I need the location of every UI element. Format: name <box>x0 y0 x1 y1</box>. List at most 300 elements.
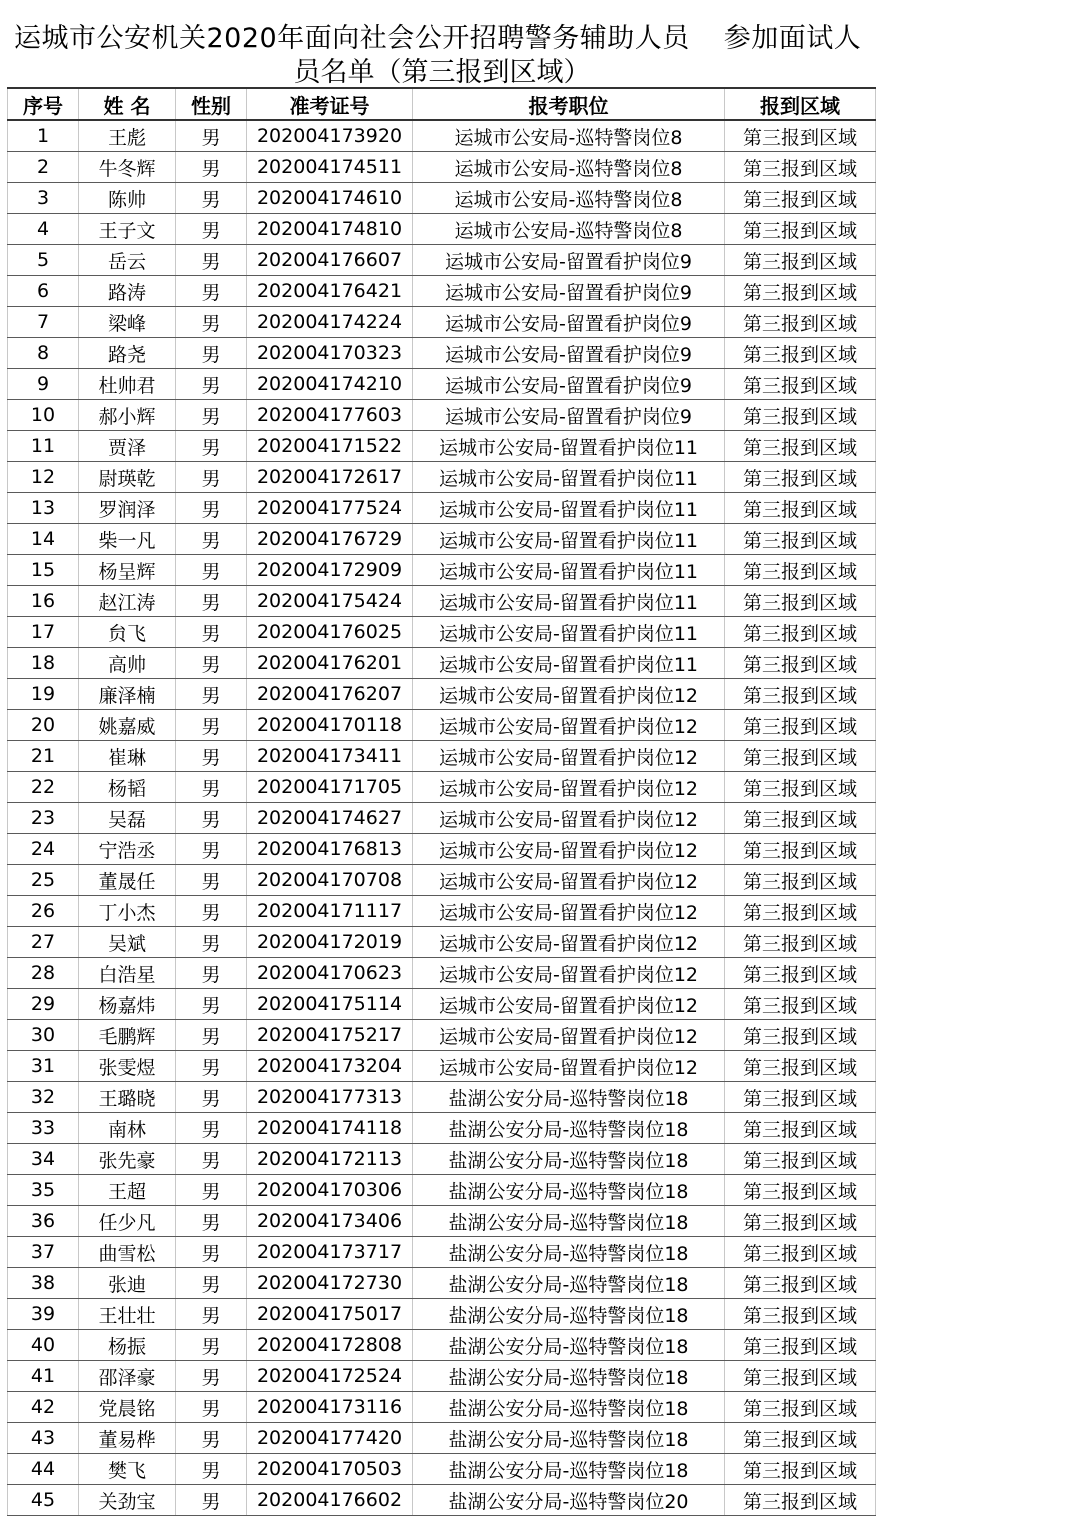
cell-exam-id: 202004175114 <box>247 989 413 1020</box>
table-row <box>8 307 876 338</box>
cell-position: 运城市公安局-留置看护岗位12 <box>413 927 725 958</box>
cell-name: 毛鹏辉 <box>79 1020 176 1051</box>
cell-gender: 男 <box>176 710 247 741</box>
cell-region: 第三报到区域 <box>725 1113 876 1144</box>
cell-index: 19 <box>8 679 79 710</box>
cell-gender: 男 <box>176 214 247 245</box>
candidate-table <box>7 87 876 1516</box>
cell-region: 第三报到区域 <box>725 679 876 710</box>
cell-exam-id: 202004173204 <box>247 1051 413 1082</box>
cell-position: 运城市公安局-巡特警岗位8 <box>413 183 725 214</box>
header-gender: 性别 <box>176 88 247 120</box>
cell-exam-id: 202004176201 <box>247 648 413 679</box>
cell-name: 吴斌 <box>79 927 176 958</box>
cell-name: 路涛 <box>79 276 176 307</box>
cell-position: 运城市公安局-留置看护岗位11 <box>413 493 725 524</box>
cell-region: 第三报到区域 <box>725 524 876 555</box>
cell-gender: 男 <box>176 555 247 586</box>
cell-exam-id: 202004172909 <box>247 555 413 586</box>
cell-region: 第三报到区域 <box>725 1361 876 1392</box>
table-row <box>8 617 876 648</box>
cell-name: 杨嘉炜 <box>79 989 176 1020</box>
cell-name: 牛冬辉 <box>79 152 176 183</box>
cell-exam-id: 202004174610 <box>247 183 413 214</box>
cell-gender: 男 <box>176 1392 247 1423</box>
cell-exam-id: 202004171522 <box>247 431 413 462</box>
cell-region: 第三报到区域 <box>725 1485 876 1516</box>
cell-exam-id: 202004170323 <box>247 338 413 369</box>
cell-index: 30 <box>8 1020 79 1051</box>
cell-index: 16 <box>8 586 79 617</box>
cell-region: 第三报到区域 <box>725 1051 876 1082</box>
cell-name: 张雯煜 <box>79 1051 176 1082</box>
cell-gender: 男 <box>176 152 247 183</box>
cell-exam-id: 202004175017 <box>247 1299 413 1330</box>
cell-index: 33 <box>8 1113 79 1144</box>
cell-position: 运城市公安局-留置看护岗位11 <box>413 431 725 462</box>
cell-position: 盐湖公安分局-巡特警岗位18 <box>413 1082 725 1113</box>
cell-exam-id: 202004173411 <box>247 741 413 772</box>
cell-exam-id: 202004176729 <box>247 524 413 555</box>
cell-exam-id: 202004172113 <box>247 1144 413 1175</box>
cell-exam-id: 202004171117 <box>247 896 413 927</box>
cell-name: 杨呈辉 <box>79 555 176 586</box>
cell-name: 王超 <box>79 1175 176 1206</box>
cell-name: 王彪 <box>79 120 176 152</box>
table-row <box>8 1330 876 1361</box>
cell-gender: 男 <box>176 120 247 152</box>
cell-gender: 男 <box>176 989 247 1020</box>
cell-exam-id: 202004170306 <box>247 1175 413 1206</box>
cell-position: 运城市公安局-留置看护岗位9 <box>413 307 725 338</box>
cell-position: 运城市公安局-留置看护岗位12 <box>413 989 725 1020</box>
cell-region: 第三报到区域 <box>725 1082 876 1113</box>
cell-gender: 男 <box>176 307 247 338</box>
cell-gender: 男 <box>176 245 247 276</box>
cell-position: 盐湖公安分局-巡特警岗位18 <box>413 1392 725 1423</box>
table-row <box>8 245 876 276</box>
cell-exam-id: 202004174224 <box>247 307 413 338</box>
cell-position: 盐湖公安分局-巡特警岗位20 <box>413 1485 725 1516</box>
cell-name: 任少凡 <box>79 1206 176 1237</box>
cell-name: 党晨铭 <box>79 1392 176 1423</box>
cell-position: 运城市公安局-留置看护岗位9 <box>413 338 725 369</box>
cell-exam-id: 202004174627 <box>247 803 413 834</box>
title-line-1-tail: 参加面试人 <box>723 23 862 54</box>
cell-region: 第三报到区域 <box>725 183 876 214</box>
cell-gender: 男 <box>176 462 247 493</box>
table-row <box>8 120 876 152</box>
cell-name: 张迪 <box>79 1268 176 1299</box>
cell-position: 运城市公安局-留置看护岗位9 <box>413 369 725 400</box>
cell-region: 第三报到区域 <box>725 1268 876 1299</box>
table-row <box>8 462 876 493</box>
cell-index: 4 <box>8 214 79 245</box>
cell-gender: 男 <box>176 1020 247 1051</box>
cell-exam-id: 202004174810 <box>247 214 413 245</box>
cell-index: 25 <box>8 865 79 896</box>
cell-name: 宁浩丞 <box>79 834 176 865</box>
cell-exam-id: 202004176421 <box>247 276 413 307</box>
cell-index: 45 <box>8 1485 79 1516</box>
cell-position: 运城市公安局-留置看护岗位12 <box>413 710 725 741</box>
cell-index: 37 <box>8 1237 79 1268</box>
title-line-2: 员名单（第三报到区域） <box>293 57 591 88</box>
table-row <box>8 1237 876 1268</box>
table-row <box>8 493 876 524</box>
cell-region: 第三报到区域 <box>725 1299 876 1330</box>
cell-position: 盐湖公安分局-巡特警岗位18 <box>413 1206 725 1237</box>
cell-index: 28 <box>8 958 79 989</box>
cell-position: 盐湖公安分局-巡特警岗位18 <box>413 1361 725 1392</box>
cell-region: 第三报到区域 <box>725 741 876 772</box>
cell-region: 第三报到区域 <box>725 834 876 865</box>
table-row <box>8 1020 876 1051</box>
cell-position: 盐湖公安分局-巡特警岗位18 <box>413 1299 725 1330</box>
cell-region: 第三报到区域 <box>725 214 876 245</box>
cell-region: 第三报到区域 <box>725 648 876 679</box>
cell-position: 运城市公安局-留置看护岗位9 <box>413 276 725 307</box>
cell-region: 第三报到区域 <box>725 803 876 834</box>
cell-exam-id: 202004172808 <box>247 1330 413 1361</box>
cell-index: 2 <box>8 152 79 183</box>
cell-gender: 男 <box>176 369 247 400</box>
cell-exam-id: 202004173920 <box>247 120 413 152</box>
cell-gender: 男 <box>176 1423 247 1454</box>
cell-gender: 男 <box>176 1268 247 1299</box>
cell-region: 第三报到区域 <box>725 1144 876 1175</box>
cell-index: 6 <box>8 276 79 307</box>
cell-gender: 男 <box>176 431 247 462</box>
cell-name: 丁小杰 <box>79 896 176 927</box>
header-exam-id: 准考证号 <box>247 88 413 120</box>
cell-name: 柴一凡 <box>79 524 176 555</box>
cell-index: 23 <box>8 803 79 834</box>
table-row <box>8 152 876 183</box>
cell-index: 31 <box>8 1051 79 1082</box>
cell-index: 35 <box>8 1175 79 1206</box>
cell-index: 36 <box>8 1206 79 1237</box>
cell-gender: 男 <box>176 958 247 989</box>
cell-gender: 男 <box>176 834 247 865</box>
cell-region: 第三报到区域 <box>725 586 876 617</box>
cell-exam-id: 202004177313 <box>247 1082 413 1113</box>
cell-position: 运城市公安局-留置看护岗位12 <box>413 1051 725 1082</box>
cell-exam-id: 202004173406 <box>247 1206 413 1237</box>
table-row <box>8 896 876 927</box>
table-row <box>8 865 876 896</box>
cell-index: 21 <box>8 741 79 772</box>
cell-gender: 男 <box>176 896 247 927</box>
cell-name: 杜帅君 <box>79 369 176 400</box>
cell-position: 运城市公安局-留置看护岗位11 <box>413 586 725 617</box>
cell-index: 11 <box>8 431 79 462</box>
cell-position: 运城市公安局-留置看护岗位12 <box>413 741 725 772</box>
cell-exam-id: 202004176813 <box>247 834 413 865</box>
cell-name: 邵泽豪 <box>79 1361 176 1392</box>
table-row <box>8 183 876 214</box>
cell-index: 22 <box>8 772 79 803</box>
cell-exam-id: 202004177420 <box>247 1423 413 1454</box>
cell-gender: 男 <box>176 803 247 834</box>
table-row <box>8 1485 876 1516</box>
cell-name: 王壮壮 <box>79 1299 176 1330</box>
cell-exam-id: 202004172524 <box>247 1361 413 1392</box>
cell-position: 盐湖公安分局-巡特警岗位18 <box>413 1237 725 1268</box>
cell-name: 廉泽楠 <box>79 679 176 710</box>
cell-position: 运城市公安局-留置看护岗位11 <box>413 524 725 555</box>
cell-exam-id: 202004176207 <box>247 679 413 710</box>
cell-position: 运城市公安局-留置看护岗位9 <box>413 245 725 276</box>
cell-index: 12 <box>8 462 79 493</box>
table-row <box>8 958 876 989</box>
cell-gender: 男 <box>176 679 247 710</box>
cell-gender: 男 <box>176 865 247 896</box>
cell-exam-id: 202004176607 <box>247 245 413 276</box>
header-position: 报考职位 <box>413 88 725 120</box>
cell-name: 杨韬 <box>79 772 176 803</box>
cell-position: 运城市公安局-留置看护岗位12 <box>413 1020 725 1051</box>
cell-region: 第三报到区域 <box>725 338 876 369</box>
cell-region: 第三报到区域 <box>725 1330 876 1361</box>
cell-gender: 男 <box>176 338 247 369</box>
cell-gender: 男 <box>176 183 247 214</box>
cell-index: 13 <box>8 493 79 524</box>
table-body <box>8 120 876 1516</box>
cell-name: 陈帅 <box>79 183 176 214</box>
cell-name: 贠飞 <box>79 617 176 648</box>
cell-region: 第三报到区域 <box>725 958 876 989</box>
table-row <box>8 1423 876 1454</box>
cell-exam-id: 202004177524 <box>247 493 413 524</box>
cell-exam-id: 202004172730 <box>247 1268 413 1299</box>
cell-name: 白浩星 <box>79 958 176 989</box>
cell-region: 第三报到区域 <box>725 1454 876 1485</box>
cell-exam-id: 202004170708 <box>247 865 413 896</box>
table-row <box>8 803 876 834</box>
cell-exam-id: 202004177603 <box>247 400 413 431</box>
cell-gender: 男 <box>176 617 247 648</box>
cell-index: 14 <box>8 524 79 555</box>
table-row <box>8 1206 876 1237</box>
cell-position: 盐湖公安分局-巡特警岗位18 <box>413 1454 725 1485</box>
cell-gender: 男 <box>176 1299 247 1330</box>
table-row <box>8 338 876 369</box>
table-row <box>8 834 876 865</box>
cell-region: 第三报到区域 <box>725 276 876 307</box>
header-name: 姓 名 <box>79 88 176 120</box>
table-row <box>8 989 876 1020</box>
cell-position: 盐湖公安分局-巡特警岗位18 <box>413 1175 725 1206</box>
cell-gender: 男 <box>176 1237 247 1268</box>
cell-region: 第三报到区域 <box>725 772 876 803</box>
cell-region: 第三报到区域 <box>725 462 876 493</box>
document-title <box>8 6 876 86</box>
cell-index: 26 <box>8 896 79 927</box>
cell-gender: 男 <box>176 1175 247 1206</box>
table-row <box>8 369 876 400</box>
cell-index: 40 <box>8 1330 79 1361</box>
cell-exam-id: 202004175217 <box>247 1020 413 1051</box>
cell-name: 高帅 <box>79 648 176 679</box>
cell-position: 盐湖公安分局-巡特警岗位18 <box>413 1268 725 1299</box>
cell-region: 第三报到区域 <box>725 927 876 958</box>
cell-exam-id: 202004170623 <box>247 958 413 989</box>
cell-gender: 男 <box>176 1454 247 1485</box>
cell-exam-id: 202004174511 <box>247 152 413 183</box>
cell-name: 尉瑛乾 <box>79 462 176 493</box>
cell-position: 运城市公安局-留置看护岗位11 <box>413 462 725 493</box>
cell-index: 32 <box>8 1082 79 1113</box>
cell-position: 运城市公安局-留置看护岗位12 <box>413 865 725 896</box>
cell-index: 24 <box>8 834 79 865</box>
cell-region: 第三报到区域 <box>725 555 876 586</box>
cell-name: 赵江涛 <box>79 586 176 617</box>
cell-exam-id: 202004176602 <box>247 1485 413 1516</box>
cell-gender: 男 <box>176 927 247 958</box>
cell-exam-id: 202004171705 <box>247 772 413 803</box>
cell-region: 第三报到区域 <box>725 710 876 741</box>
cell-index: 10 <box>8 400 79 431</box>
cell-gender: 男 <box>176 1082 247 1113</box>
cell-name: 南林 <box>79 1113 176 1144</box>
cell-index: 20 <box>8 710 79 741</box>
table-row <box>8 1144 876 1175</box>
cell-position: 运城市公安局-留置看护岗位12 <box>413 834 725 865</box>
table-row <box>8 524 876 555</box>
table-row <box>8 648 876 679</box>
cell-index: 5 <box>8 245 79 276</box>
cell-name: 郝小辉 <box>79 400 176 431</box>
cell-region: 第三报到区域 <box>725 493 876 524</box>
cell-gender: 男 <box>176 648 247 679</box>
table-row <box>8 1392 876 1423</box>
cell-index: 39 <box>8 1299 79 1330</box>
cell-position: 运城市公安局-留置看护岗位12 <box>413 772 725 803</box>
cell-index: 7 <box>8 307 79 338</box>
cell-name: 张先豪 <box>79 1144 176 1175</box>
table-row <box>8 214 876 245</box>
cell-exam-id: 202004170503 <box>247 1454 413 1485</box>
cell-position: 盐湖公安分局-巡特警岗位18 <box>413 1423 725 1454</box>
cell-name: 王璐晓 <box>79 1082 176 1113</box>
cell-region: 第三报到区域 <box>725 865 876 896</box>
cell-exam-id: 202004174210 <box>247 369 413 400</box>
cell-region: 第三报到区域 <box>725 1020 876 1051</box>
table-row <box>8 1454 876 1485</box>
cell-name: 罗润泽 <box>79 493 176 524</box>
cell-region: 第三报到区域 <box>725 1237 876 1268</box>
cell-position: 盐湖公安分局-巡特警岗位18 <box>413 1330 725 1361</box>
cell-exam-id: 202004173116 <box>247 1392 413 1423</box>
cell-gender: 男 <box>176 493 247 524</box>
cell-region: 第三报到区域 <box>725 120 876 152</box>
cell-gender: 男 <box>176 1051 247 1082</box>
table-row <box>8 679 876 710</box>
cell-position: 运城市公安局-留置看护岗位11 <box>413 617 725 648</box>
cell-gender: 男 <box>176 1330 247 1361</box>
cell-position: 运城市公安局-巡特警岗位8 <box>413 120 725 152</box>
cell-gender: 男 <box>176 1206 247 1237</box>
cell-position: 运城市公安局-巡特警岗位8 <box>413 214 725 245</box>
cell-index: 9 <box>8 369 79 400</box>
table-row <box>8 431 876 462</box>
cell-gender: 男 <box>176 276 247 307</box>
cell-index: 44 <box>8 1454 79 1485</box>
cell-index: 41 <box>8 1361 79 1392</box>
cell-name: 曲雪松 <box>79 1237 176 1268</box>
cell-name: 姚嘉威 <box>79 710 176 741</box>
table-header-row <box>8 88 876 120</box>
cell-name: 董易桦 <box>79 1423 176 1454</box>
cell-exam-id: 202004173717 <box>247 1237 413 1268</box>
cell-gender: 男 <box>176 1144 247 1175</box>
cell-gender: 男 <box>176 1485 247 1516</box>
cell-region: 第三报到区域 <box>725 617 876 648</box>
table-row <box>8 710 876 741</box>
cell-exam-id: 202004175424 <box>247 586 413 617</box>
cell-index: 42 <box>8 1392 79 1423</box>
cell-region: 第三报到区域 <box>725 245 876 276</box>
table-row <box>8 1299 876 1330</box>
cell-region: 第三报到区域 <box>725 1206 876 1237</box>
cell-region: 第三报到区域 <box>725 400 876 431</box>
table-row <box>8 927 876 958</box>
cell-position: 运城市公安局-留置看护岗位12 <box>413 896 725 927</box>
cell-index: 29 <box>8 989 79 1020</box>
cell-gender: 男 <box>176 586 247 617</box>
cell-gender: 男 <box>176 1113 247 1144</box>
cell-gender: 男 <box>176 741 247 772</box>
cell-region: 第三报到区域 <box>725 1175 876 1206</box>
cell-index: 43 <box>8 1423 79 1454</box>
cell-index: 15 <box>8 555 79 586</box>
cell-gender: 男 <box>176 400 247 431</box>
title-line-1-main: 运城市公安机关2020年面向社会公开招聘警务辅助人员 <box>14 23 690 54</box>
table-row <box>8 1082 876 1113</box>
table-row <box>8 400 876 431</box>
table-row <box>8 1268 876 1299</box>
cell-position: 运城市公安局-巡特警岗位8 <box>413 152 725 183</box>
cell-gender: 男 <box>176 1361 247 1392</box>
cell-region: 第三报到区域 <box>725 989 876 1020</box>
cell-index: 8 <box>8 338 79 369</box>
cell-region: 第三报到区域 <box>725 307 876 338</box>
cell-region: 第三报到区域 <box>725 896 876 927</box>
cell-name: 吴磊 <box>79 803 176 834</box>
cell-index: 34 <box>8 1144 79 1175</box>
table-row <box>8 586 876 617</box>
cell-region: 第三报到区域 <box>725 1392 876 1423</box>
cell-name: 崔琳 <box>79 741 176 772</box>
table-row <box>8 1051 876 1082</box>
cell-gender: 男 <box>176 772 247 803</box>
cell-region: 第三报到区域 <box>725 1423 876 1454</box>
cell-index: 3 <box>8 183 79 214</box>
cell-name: 梁峰 <box>79 307 176 338</box>
table-row <box>8 276 876 307</box>
header-index: 序号 <box>8 88 79 120</box>
table-row <box>8 1175 876 1206</box>
cell-name: 杨振 <box>79 1330 176 1361</box>
cell-name: 路尧 <box>79 338 176 369</box>
cell-position: 盐湖公安分局-巡特警岗位18 <box>413 1144 725 1175</box>
cell-index: 38 <box>8 1268 79 1299</box>
cell-position: 运城市公安局-留置看护岗位11 <box>413 555 725 586</box>
cell-name: 樊飞 <box>79 1454 176 1485</box>
cell-region: 第三报到区域 <box>725 152 876 183</box>
table-row <box>8 1361 876 1392</box>
